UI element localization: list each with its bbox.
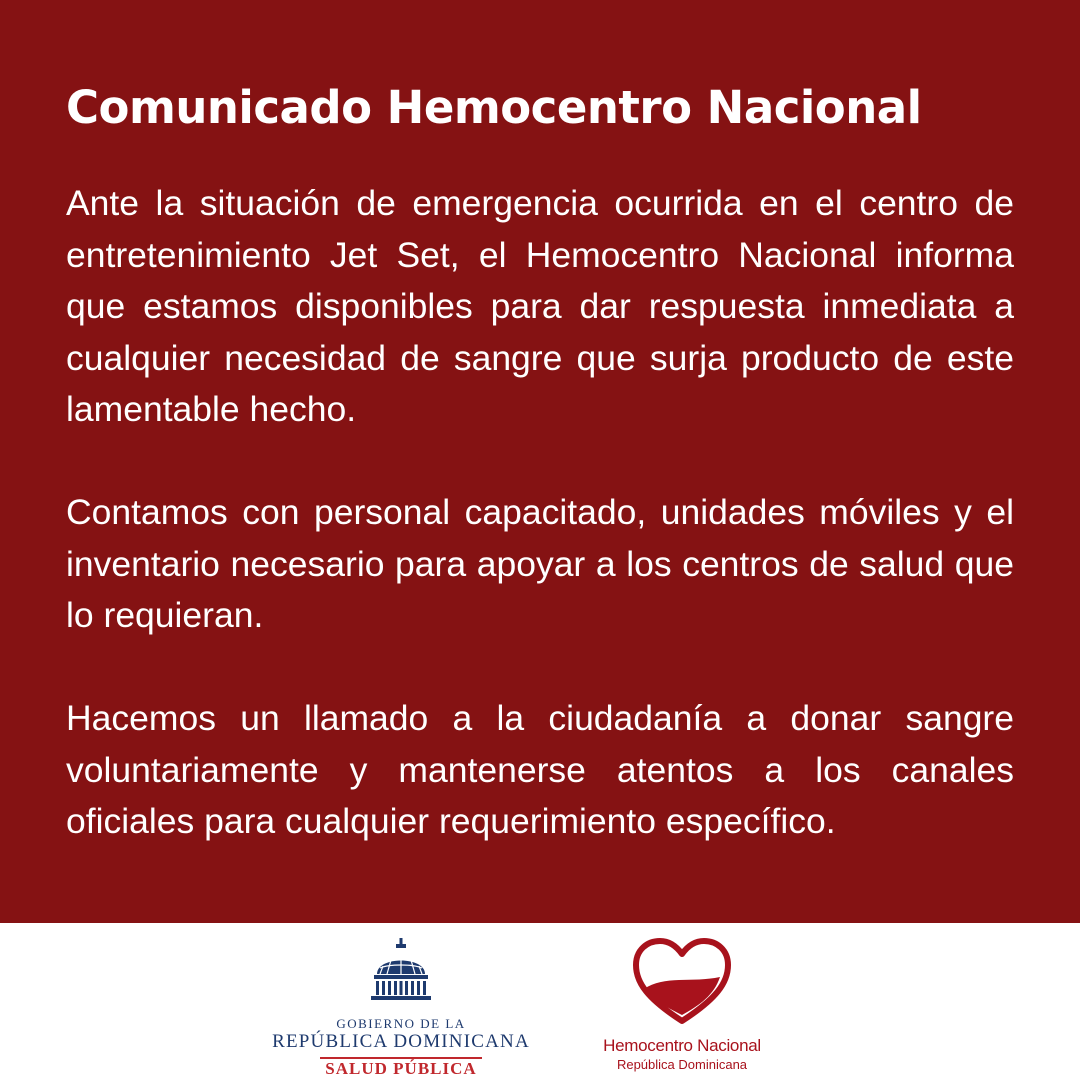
capitol-dome-icon (369, 938, 433, 1004)
gov-logo (268, 938, 534, 1078)
gov-line-2: REPÚBLICA DOMINICANA (272, 1031, 530, 1052)
announcement-body (66, 178, 1014, 848)
gov-line-1: GOBIERNO DE LA (336, 1016, 466, 1031)
paragraph-3: Hacemos un llamado a la ciudadanía a donar sangre voluntariamente y mantenerse atentos a los canales oficiales para cualquier requerimiento específico. (66, 698, 1014, 841)
hemocentro-subtitle: República Dominicana (616, 1057, 748, 1072)
gov-line-3: SALUD PÚBLICA (325, 1059, 477, 1078)
page-title: Comunicado Hemocentro Nacional (66, 81, 922, 134)
footer-logos (0, 923, 1080, 1080)
hemocentro-name: Hemocentro Nacional (603, 1036, 761, 1055)
paragraph-1: Ante la situación de emergencia ocurrida en el centro de entretenimiento Jet Set, el Hemocentro Nacional informa que estamos disponibles para dar respuesta inmediata a cualquier necesidad de sangre que surja producto de este lamentable hecho. (66, 183, 1014, 429)
paragraph-2: Contamos con personal capacitado, unidades móviles y el inventario necesario para apoyar a los centros de salud que lo requieran. (66, 492, 1014, 635)
hemocentro-logo (590, 937, 774, 1077)
heart-blood-icon (630, 937, 734, 1027)
